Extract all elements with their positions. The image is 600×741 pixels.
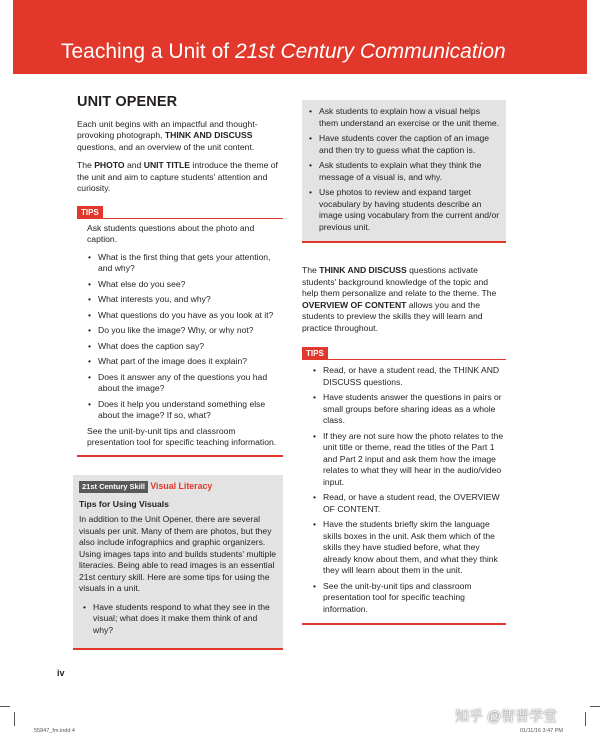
tips-label: TIPS <box>77 206 103 219</box>
list-item: • Have the students briefly skim the language skills boxes in the unit. Ask them which of the skills they have studied before, what they already know about them, and what they think they will learn about them in the unit. <box>312 519 506 577</box>
page-title <box>61 40 506 64</box>
list-item: • What part of the image does it explain? <box>87 356 283 368</box>
crop-mark <box>590 706 600 707</box>
tips-header <box>77 206 283 220</box>
list-item: • What else do you see? <box>87 279 283 291</box>
list-item: • What is the first thing that gets your attention, and why? <box>87 252 283 275</box>
intro-paragraph-1: Each unit begins with an impactful and thought-provoking photograph, THINK AND DISCUSS questions, and an overview of the unit content. <box>77 118 258 152</box>
list-item: • Read, or have a student read, the THINK AND DISCUSS questions. <box>312 365 506 388</box>
page-title-plain: Teaching a Unit of <box>61 40 235 63</box>
list-item: • Have students respond to what they see in the visual; what does it make them think of and why? <box>82 602 277 637</box>
tips-rule <box>302 359 506 360</box>
section-heading: UNIT OPENER <box>77 94 178 110</box>
list-item: • If they are not sure how the photo relates to the unit title or theme, read the titles of the Part 1 and Part 2 input and ask them how the image relates to what they will hear in the audio/video input. <box>312 431 506 489</box>
list-item: • Have students cover the caption of an image and then try to guess what the caption is. <box>308 133 500 156</box>
tips-box <box>77 220 283 449</box>
tips-bottom-rule <box>302 623 506 625</box>
file-slug: 55847_fm.indd 4 <box>34 728 75 734</box>
list-item: • What questions do you have as you look at it? <box>87 310 283 322</box>
think-discuss-paragraph: The THINK AND DISCUSS questions activate students' background knowledge of the topic and help them personalize and relate to the theme. The OVERVIEW OF CONTENT allows you and the students to preview the skills they will learn and practice throughout. <box>302 265 497 333</box>
visuals-tips-box <box>302 100 506 241</box>
list-item: • See the unit-by-unit tips and classroom presentation tool for specific teaching information. <box>312 581 506 616</box>
skill-badge: 21st Century Skill <box>79 481 148 493</box>
page-number: iv <box>57 668 65 678</box>
tips-label: TIPS <box>302 347 328 360</box>
list-item: • What interests you, and why? <box>87 294 283 306</box>
skill-name: Visual Literacy <box>150 480 213 491</box>
left-column <box>77 94 283 650</box>
print-timestamp: 01/11/16 3:47 PM <box>520 728 564 734</box>
tips-intro: Ask students questions about the photo and caption. <box>87 222 255 244</box>
tips-header <box>302 347 506 361</box>
list-item: • Ask students to explain what they think the message of a visual is, and why. <box>308 160 500 183</box>
skill-subhead: Tips for Using Visuals <box>79 498 169 509</box>
crop-mark <box>14 712 15 726</box>
tips-list <box>87 252 283 422</box>
list-item: • Use photos to review and expand target vocabulary by having students describe an image using vocabulary from the current and/or previous unit. <box>308 187 500 233</box>
list-item: • Have students answer the questions in pairs or small groups before sharing ideas as a whole class. <box>312 392 506 427</box>
right-column <box>302 100 506 625</box>
title-banner <box>13 0 587 74</box>
crop-mark <box>0 706 10 707</box>
skill-paragraph: In addition to the Unit Opener, there are several visuals per unit. Many of them are photos, but they also include infographics and graphic organizers. Using images taps into and builds students' multiple literacies. Being able to read images is an essential 21st century skill. Here are some tips for using the visuals in a unit. <box>79 514 277 593</box>
skill-list <box>79 602 277 637</box>
tips-box <box>302 361 506 623</box>
list-item: • Does it help you understand something else about the image? If so, what? <box>87 399 283 422</box>
list-item: • Do you like the image? Why, or why not? <box>87 325 283 337</box>
list-item: • Ask students to explain how a visual helps them understand an exercise or the unit theme. <box>308 106 500 129</box>
list-item: • What does the caption say? <box>87 341 283 353</box>
list-item: • Does it answer any of the questions you had about the image? <box>87 372 283 395</box>
watermark: 知乎 @智晋学堂 <box>455 708 558 724</box>
list-item: • Read, or have a student read, the OVERVIEW OF CONTENT. <box>312 492 506 515</box>
intro-paragraph-2: The PHOTO and UNIT TITLE introduce the theme of the unit and aim to capture students' attention and curiosity. <box>77 160 278 193</box>
skill-box <box>73 475 283 649</box>
tips-list <box>312 365 506 615</box>
tips-rule <box>77 218 283 219</box>
skill-bottom-rule <box>73 648 283 650</box>
tips-outro: See the unit-by-unit tips and classroom presentation tool for specific teaching information. <box>87 425 277 447</box>
crop-mark <box>585 712 586 726</box>
visuals-tips-list <box>308 106 500 233</box>
page-title-italic: 21st Century Communication <box>234 40 506 63</box>
